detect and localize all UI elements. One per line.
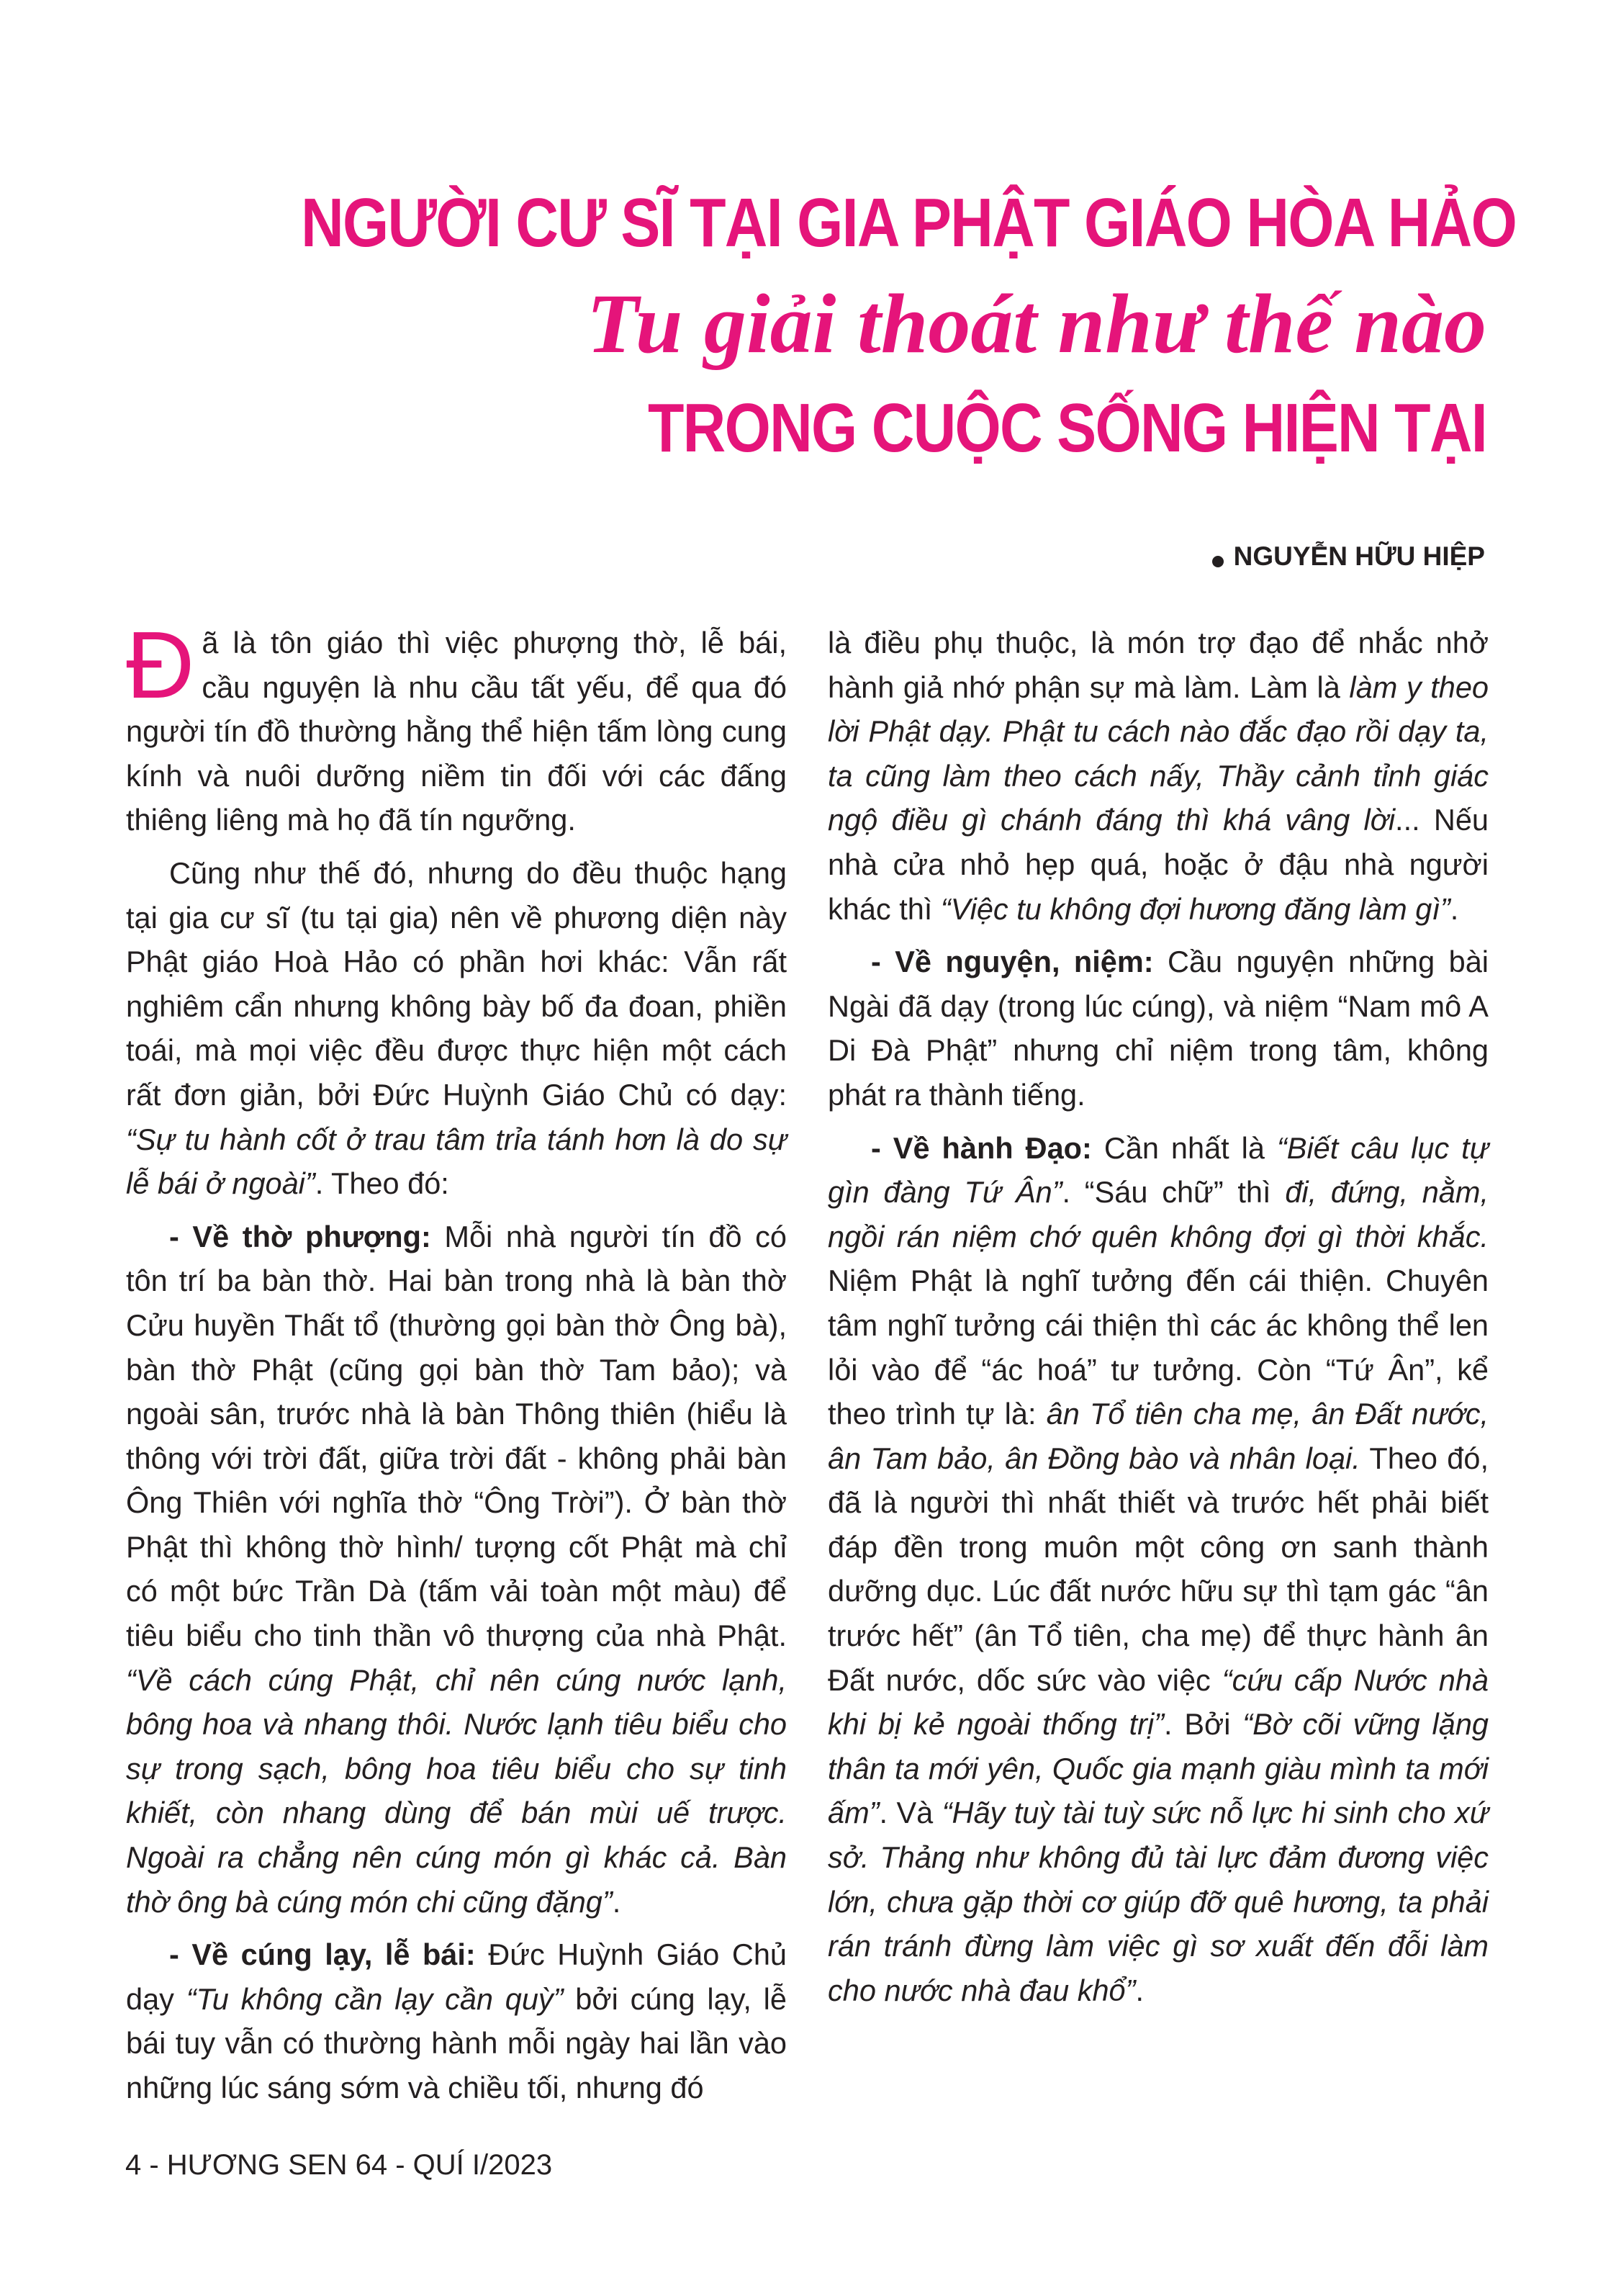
title-line-2: Tu giải thoát như thế nào bbox=[587, 276, 1486, 371]
text-run: . bbox=[1450, 891, 1459, 926]
text-run: bởi cúng lạy, lễ bái tuy vẫn có thường hành mỗi ngày hai lần vào những lúc sáng sớm và chiều tối, nhưng đó bbox=[126, 1981, 787, 2104]
text-run: . bbox=[612, 1884, 621, 1919]
bullet-icon bbox=[1212, 556, 1224, 567]
text-run: ... Nếu nhà cửa nhỏ hẹp quá, hoặc ở đậu nhà người khác thì bbox=[828, 803, 1489, 926]
quote-run: “Việc tu không đợi hương đăng làm gì” bbox=[940, 891, 1450, 926]
text-run: . Và bbox=[879, 1796, 942, 1830]
paragraph-intro bbox=[126, 612, 787, 842]
text-run: Theo đó, đã là người thì nhất thiết và trước hết phải biết đáp đền trong muôn một công ơn sanh thành dưỡng dục. Lúc đất nước hữu sự thì tạm gác “ân trước hết” (ân Tổ tiên, cha mẹ) để thực hành ân Đất nước, dốc sức vào việc bbox=[828, 1441, 1489, 1697]
section-heading: - Về hành Đạo: bbox=[871, 1130, 1092, 1165]
left-column bbox=[126, 612, 787, 2119]
quote-run: làm y theo lời Phật dạy. Phật tu cách nào đắc đạo rồi dạy ta, ta cũng làm theo cách nấy, Thầy cảnh tỉnh giác ngộ điều gì chánh đáng thì khá vâng lời bbox=[828, 670, 1489, 837]
intro-text: ã là tôn giáo thì việc phượng thờ, lễ bái, cầu nguyện là nhu cầu tất yếu, để qua đó người tín đồ thường hằng thể hiện tấm lòng cung kính và nuôi dưỡng niềm tin đối với các đấng thiêng liêng mà họ đã tín ngưỡng. bbox=[126, 626, 787, 837]
text-run: Niệm Phật là nghĩ tưởng đến cái thiện. Chuyên tâm nghĩ tưởng cái thiện thì các ác không thể len lỏi vào để “ác hoá” tư tưởng. Còn “Tứ Ân”, kể theo trình tự là: bbox=[828, 1264, 1489, 1431]
text-run: Cần nhất là bbox=[1091, 1130, 1277, 1165]
text-run: . Bởi bbox=[1164, 1707, 1243, 1742]
text-run: Đức Huỳnh Giáo Chủ dạy bbox=[126, 1937, 787, 2016]
quote-run: “Sự tu hành cốt ở trau tâm trỉa tánh hơn là do sự lễ bái ở ngoài” bbox=[126, 1122, 787, 1201]
paragraph-continued bbox=[828, 621, 1489, 931]
author-byline bbox=[1212, 541, 1485, 572]
text-run: Mỗi nhà người tín đồ có tôn trí ba bàn thờ. Hai bàn trong nhà là bàn thờ Cửu huyền Thất tổ (thường gọi bàn thờ Ông bà), bàn thờ Phật (cũng gọi bàn thờ Tam bảo); và ngoài sân, trước nhà là bàn Thông thiên (hiểu là thông với trời đất, giữa trời đất - không phải bàn Ông Thiên với nghĩa thờ “Ông Trời”). Ở bàn thờ Phật thì không thờ hình/ tượng cốt Phật mà chỉ có một bức Trần Dà (tấm vải toàn một màu) để tiêu biểu cho tinh thần vô thượng của nhà Phật. bbox=[126, 1219, 787, 1653]
title-line-3: TRONG CUỘC SỐNG HIỆN TẠI bbox=[647, 390, 1486, 467]
paragraph-worship bbox=[126, 1215, 787, 1924]
author-name: NGUYỄN HỮU HIỆP bbox=[1233, 541, 1485, 571]
quote-run: “Về cách cúng Phật, chỉ nên cúng nước lạnh, bông hoa và nhang thôi. Nước lạnh tiêu biểu cho sự trong sạch, bông hoa tiêu biểu cho sự tinh khiết, còn nhang dùng để bán mùi uế trược. Ngoài ra chẳng nên cúng món gì khác cả. Bàn thờ ông bà cúng món chi cũng đặng” bbox=[126, 1662, 787, 1919]
quote-run: “Bờ cõi vững lặng thân ta mới yên, Quốc gia mạnh giàu mình ta mới ấm” bbox=[828, 1707, 1489, 1830]
paragraph-2 bbox=[126, 851, 787, 1206]
text-run: . “Sáu chữ” thì bbox=[1062, 1175, 1286, 1210]
quote-run: “Hãy tuỳ tài tuỳ sức nỗ lực hi sinh cho xứ sở. Thảng như không đủ tài lực đảm đương việc lớn, chưa gặp thời cơ giúp đỡ quê hương, ta phải rán tránh đừng làm việc gì sơ xuất đến đỗi làm cho nước nhà đau khổ” bbox=[828, 1796, 1489, 2007]
text-run: . Theo đó: bbox=[315, 1166, 449, 1201]
text-run: Cầu nguyện những bài Ngài đã dạy (trong lúc cúng), và niệm “Nam mô A Di Đà Phật” nhưng chỉ niệm trong tâm, không phát ra thành tiếng. bbox=[828, 945, 1489, 1112]
paragraph-practice bbox=[828, 1126, 1489, 2013]
section-heading: - Về thờ phượng: bbox=[169, 1219, 431, 1253]
drop-cap: Đ bbox=[126, 612, 195, 718]
paragraph-bowing bbox=[126, 1932, 787, 2110]
text-run: . bbox=[1135, 1973, 1144, 2007]
article-title bbox=[108, 176, 1517, 479]
quote-run: “Biết câu lục tự gìn đàng Tứ Ân” bbox=[828, 1130, 1489, 1210]
paragraph-prayer bbox=[828, 940, 1489, 1117]
right-column bbox=[828, 621, 1489, 2021]
text-run: là điều phụ thuộc, là món trợ đạo để nhắc nhở hành giả nhớ phận sự mà làm. Làm là bbox=[828, 626, 1489, 704]
quote-run: “cứu cấp Nước nhà khi bị kẻ ngoài thống trị” bbox=[828, 1662, 1489, 1742]
page-footer: 4 - HƯƠNG SEN 64 - QUÍ I/2023 bbox=[125, 2149, 553, 2181]
section-heading: - Về nguyện, niệm: bbox=[871, 945, 1154, 979]
section-heading: - Về cúng lạy, lễ bái: bbox=[169, 1937, 476, 1972]
quote-run: đi, đứng, nằm, ngồi rán niệm chớ quên không đợi gì thời khắc. bbox=[828, 1175, 1489, 1253]
quote-run: “Tu không cần lạy cần quỳ” bbox=[186, 1981, 564, 2016]
quote-run: ân Tổ tiên cha mẹ, ân Đất nước, ân Tam bảo, ân Đồng bào và nhân loại. bbox=[828, 1397, 1489, 1475]
text-run: Cũng như thế đó, nhưng do đều thuộc hạng tại gia cư sĩ (tu tại gia) nên về phương diện này Phật giáo Hoà Hảo có phần hơi khác: Vẫn rất nghiêm cẩn nhưng không bày bố đa đoan, phiền toái, mà mọi việc đều được thực hiện một cách rất đơn giản, bởi Đức Huỳnh Giáo Chủ có dạy: bbox=[126, 855, 787, 1112]
title-line-1: NGƯỜI CƯ SĨ TẠI GIA PHẬT GIÁO HÒA HẢO bbox=[301, 184, 1517, 261]
